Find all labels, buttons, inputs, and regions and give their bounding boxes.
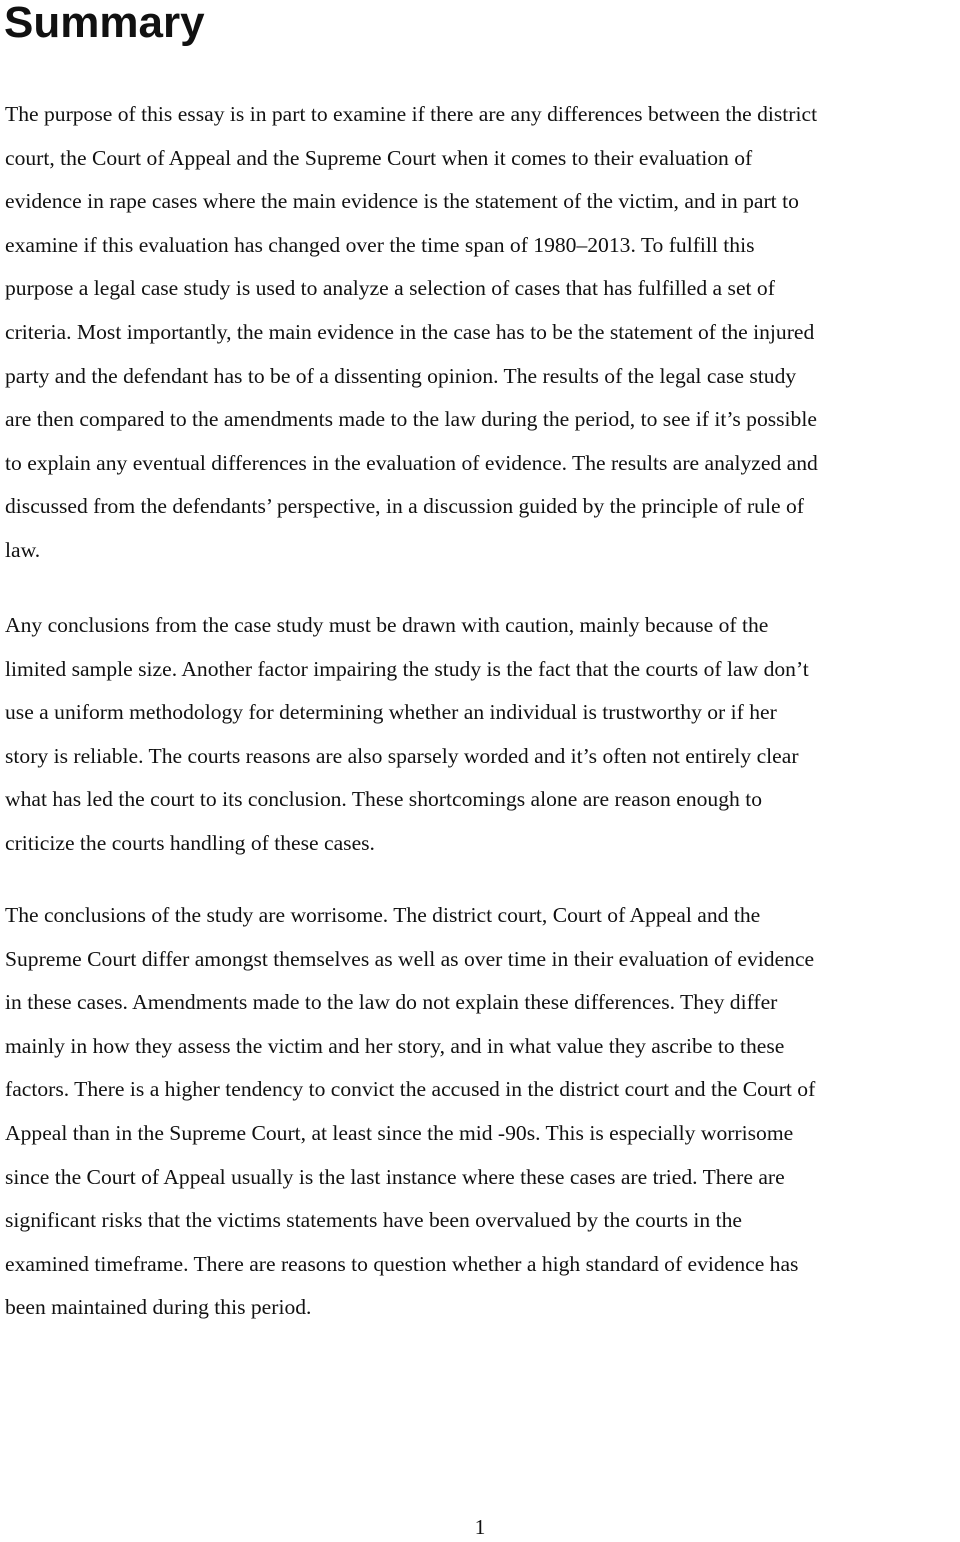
text-line: Any conclusions from the case study must be drawn with caution, mainly because of the [5, 613, 769, 637]
text-line: The purpose of this essay is in part to examine if there are any differences between the district [5, 102, 818, 126]
text-line: are then compared to the amendments made to the law during the period, to see if it’s possible [5, 407, 817, 432]
text-line: in these cases. Amendments made to the law do not explain these differences. They differ [5, 990, 778, 1015]
text-line: Supreme Court differ amongst themselves as well as over time in their evaluation of evidence [5, 946, 815, 971]
paragraph-purpose [5, 93, 957, 573]
text-line: court, the Court of Appeal and the Supreme Court when it comes to their evaluation of [5, 145, 753, 170]
text-line: mainly in how they assess the victim and her story, and in what value they ascribe to these [5, 1033, 785, 1058]
text-line: purpose a legal case study is used to analyze a selection of cases that has fulfilled a set of [5, 276, 775, 301]
text-line: Appeal than in the Supreme Court, at least since the mid -90s. This is especially worrisome [5, 1120, 794, 1145]
text-line: criteria. Most importantly, the main evidence in the case has to be the statement of the injured [5, 319, 815, 344]
text-line: discussed from the defendants’ perspective, in a discussion guided by the principle of rule of [5, 494, 804, 519]
text-line: to explain any eventual differences in the evaluation of evidence. The results are analyzed and [5, 450, 818, 475]
text-line: significant risks that the victims statements have been overvalued by the courts in the [5, 1208, 742, 1233]
text-line: use a uniform methodology for determining whether an individual is trustworthy or if her [5, 700, 777, 725]
paragraph-conclusions [5, 894, 957, 1330]
text-line: evidence in rape cases where the main evidence is the statement of the victim, and in part to [5, 189, 799, 214]
text-line: story is reliable. The courts reasons are also sparsely worded and it’s often not entirely clear [5, 743, 799, 768]
text-line: factors. There is a higher tendency to convict the accused in the district court and the Court of [5, 1077, 816, 1102]
page-number: 1 [474, 1515, 486, 1539]
text-line: limited sample size. Another factor impairing the study is the fact that the courts of law don’t [5, 656, 809, 681]
text-line: examined timeframe. There are reasons to question whether a high standard of evidence has [5, 1251, 799, 1276]
text-line: examine if this evaluation has changed over the time span of 1980–2013. To fulfill this [5, 232, 755, 257]
text-line: The conclusions of the study are worrisome. The district court, Court of Appeal and the [5, 903, 761, 927]
page-title: Summary [4, 0, 205, 47]
text-line: what has led the court to its conclusion. These shortcomings alone are reason enough to [5, 787, 762, 812]
text-line: party and the defendant has to be of a dissenting opinion. The results of the legal case study [5, 363, 797, 388]
text-line: been maintained during this period. [5, 1295, 312, 1320]
text-line: criticize the courts handling of these cases. [5, 830, 375, 855]
text-line: since the Court of Appeal usually is the last instance where these cases are tried. There are [5, 1164, 785, 1189]
text-line: law. [5, 537, 41, 562]
paragraph-caution [5, 604, 957, 866]
